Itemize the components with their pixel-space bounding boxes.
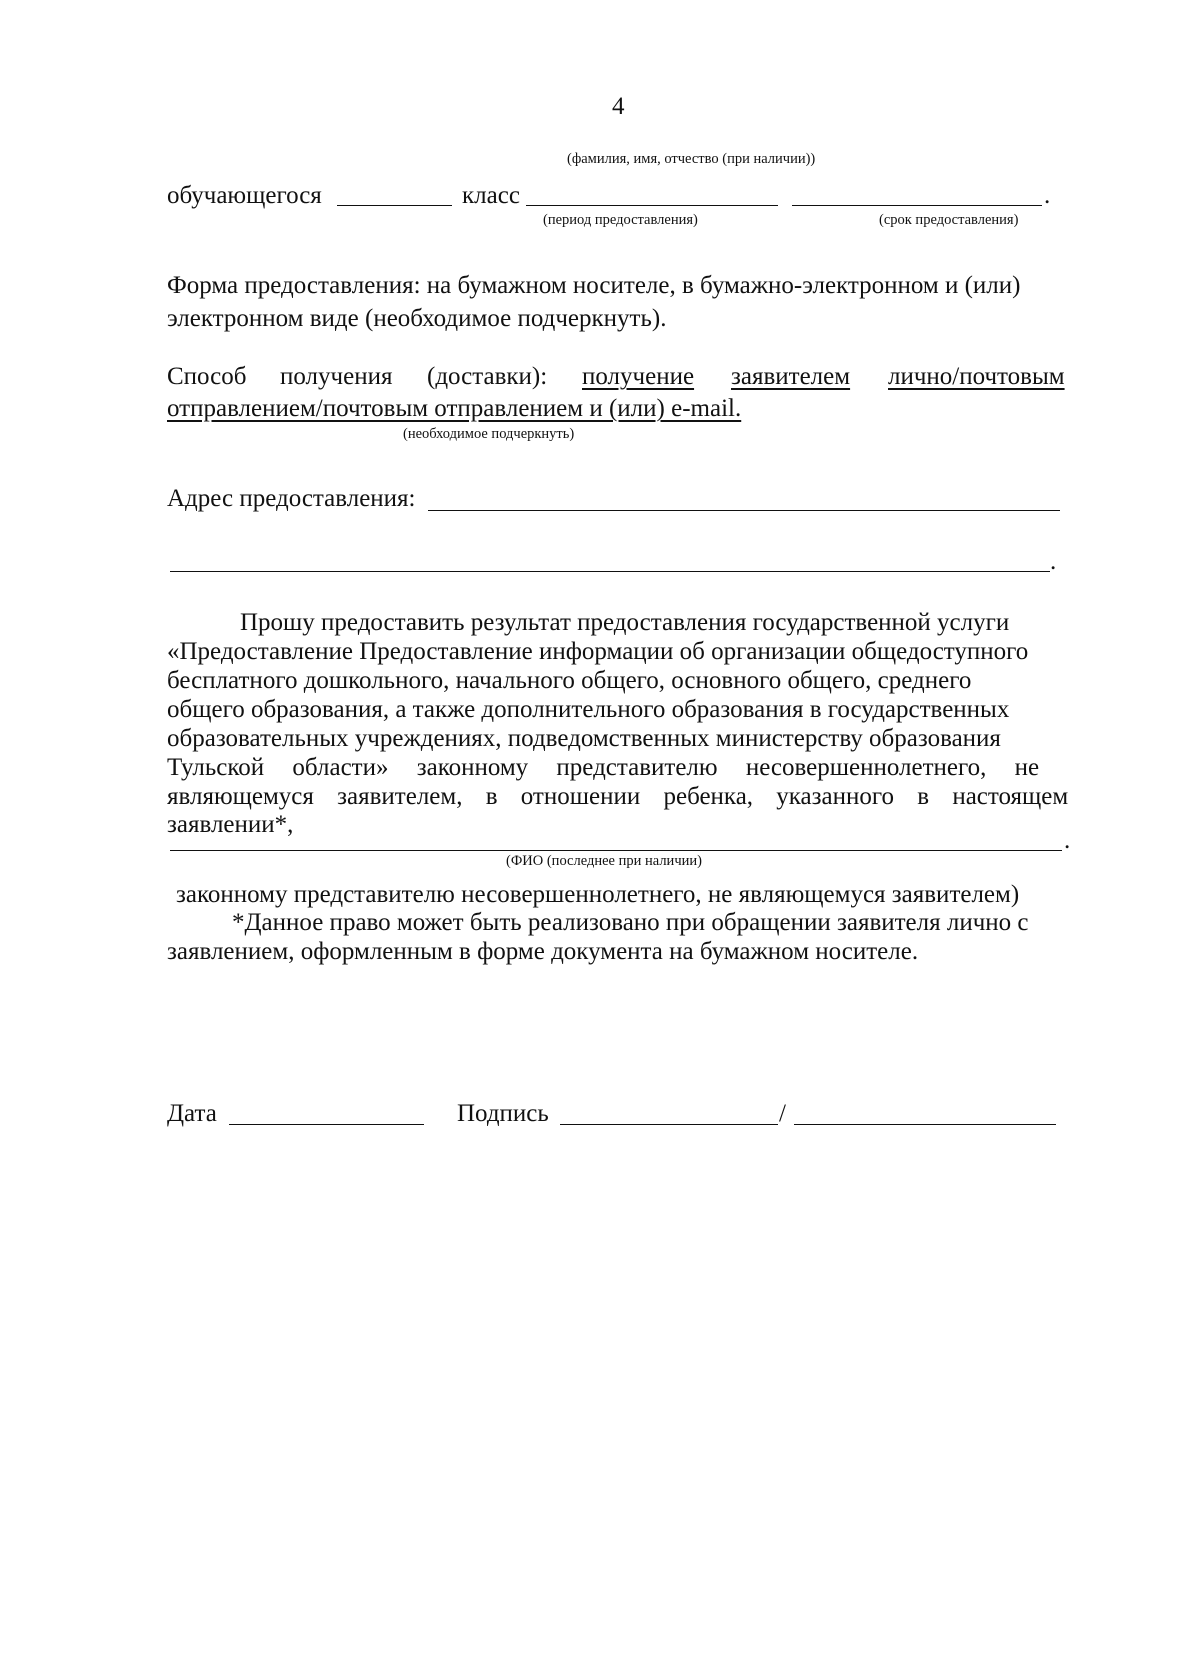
signature-slash: / bbox=[779, 1100, 786, 1127]
request-line-8: заявлении*, bbox=[167, 811, 294, 838]
student-line-dot: . bbox=[1044, 182, 1051, 209]
representative-line: законному представителю несовершеннолетнего, не являющемуся заявителем) bbox=[176, 881, 1020, 908]
delivery-option-line-2[interactable]: отправлением/почтовым отправлением и (или) e-mail. bbox=[167, 395, 742, 422]
delivery-option-word-2[interactable]: заявителем bbox=[731, 363, 851, 390]
request-line-6-text: Тульской области» законному представителю несовершеннолетнего, не bbox=[167, 754, 1040, 781]
representative-fio-dot: . bbox=[1064, 827, 1071, 854]
student-label: обучающегося bbox=[167, 182, 322, 209]
request-line-7-text: являющемуся заявителем, в отношении ребенка, указанного в настоящем bbox=[167, 783, 1069, 810]
delivery-option-word-1[interactable]: получение bbox=[582, 363, 695, 390]
request-line-3: бесплатного дошкольного, начального общего, основного общего, среднего bbox=[167, 667, 972, 694]
representative-fio-caption: (ФИО (последнее при наличии) bbox=[506, 853, 702, 869]
signature-name-blank[interactable] bbox=[794, 1124, 1056, 1125]
signature-label: Подпись bbox=[457, 1100, 549, 1127]
form-line-2: электронном виде (необходимое подчеркнуть). bbox=[167, 305, 667, 332]
request-line-6 bbox=[167, 753, 1075, 783]
request-line-4: общего образования, а также дополнительного образования в государственных bbox=[167, 696, 1010, 723]
term-blank[interactable] bbox=[792, 205, 1042, 206]
address-dot: . bbox=[1050, 548, 1057, 575]
delivery-word-1: Способ bbox=[167, 363, 247, 390]
request-line-1: Прошу предоставить результат предоставления государственной услуги bbox=[240, 609, 1010, 636]
request-line-2: «Предоставление Предоставление информации об организации общедоступного bbox=[167, 638, 1029, 665]
address-blank-2[interactable] bbox=[170, 571, 1050, 572]
student-blank[interactable] bbox=[337, 205, 452, 206]
address-blank-1[interactable] bbox=[428, 510, 1060, 511]
delivery-word-3: (доставки): bbox=[427, 363, 548, 390]
form-line-1: Форма предоставления: на бумажном носителе, в бумажно-электронном и (или) bbox=[167, 272, 1021, 299]
note-line-1: *Данное право может быть реализовано при обращении заявителя лично с bbox=[232, 909, 1029, 936]
delivery-caption: (необходимое подчеркнуть) bbox=[403, 426, 575, 442]
fio-caption: (фамилия, имя, отчество (при наличии)) bbox=[567, 151, 816, 167]
note-line-2: заявлением, оформленным в форме документа на бумажном носителе. bbox=[167, 938, 919, 965]
request-line-5: образовательных учреждениях, подведомственных министерству образования bbox=[167, 725, 1001, 752]
request-line-7 bbox=[167, 782, 1075, 812]
delivery-word-2: получения bbox=[280, 363, 393, 390]
term-caption: (срок предоставления) bbox=[879, 212, 1019, 228]
period-caption: (период предоставления) bbox=[543, 212, 698, 228]
signature-blank[interactable] bbox=[560, 1124, 778, 1125]
address-label: Адрес предоставления: bbox=[167, 485, 416, 512]
delivery-option-word-3[interactable]: лично/почтовым bbox=[888, 363, 1065, 390]
page-number: 4 bbox=[612, 93, 625, 120]
class-label: класс bbox=[462, 182, 520, 209]
date-blank[interactable] bbox=[229, 1124, 424, 1125]
period-blank[interactable] bbox=[526, 205, 778, 206]
representative-fio-blank[interactable] bbox=[170, 850, 1062, 851]
date-label: Дата bbox=[167, 1100, 217, 1127]
